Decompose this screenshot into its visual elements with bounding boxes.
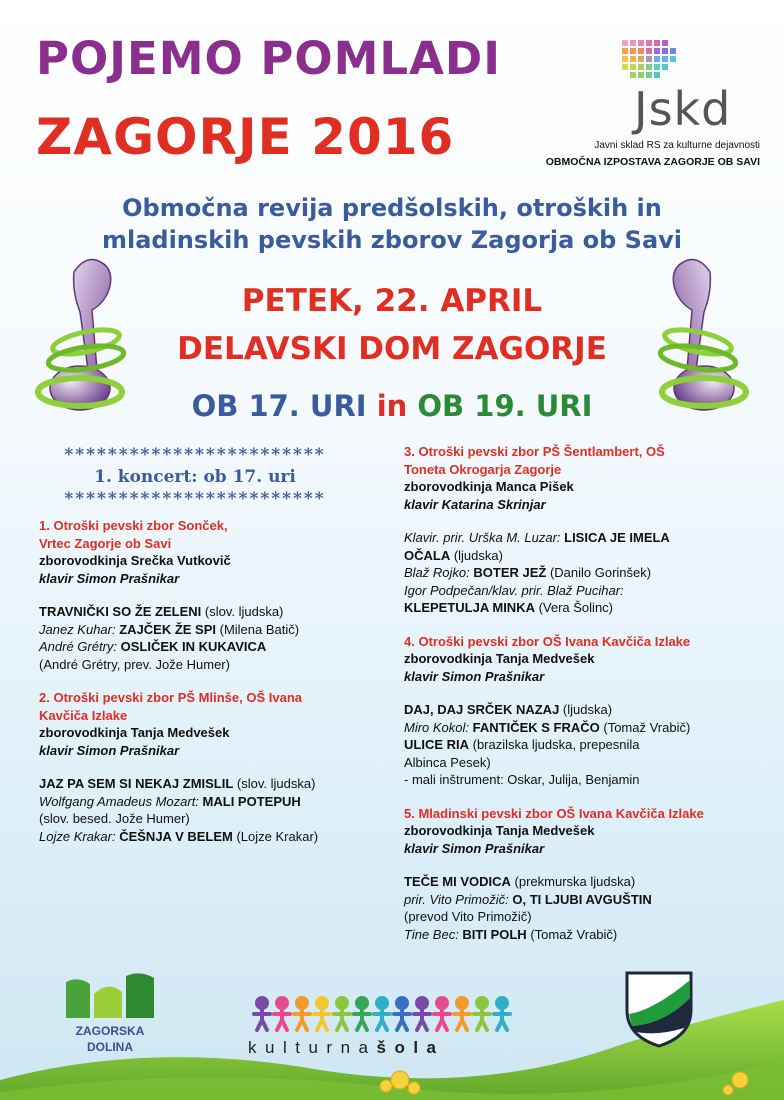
kulturna-sola-wordmark [248, 1038, 445, 1058]
program-song-line [404, 754, 749, 772]
program-song-line [404, 599, 749, 617]
composer-name: Klavir. prir. Urška M. Luzar: [404, 530, 565, 545]
time-join: in [376, 389, 408, 423]
choir-title: 1. Otroški pevski zbor Sonček, [39, 518, 228, 533]
song-title: TEČE MI VODICA [404, 874, 511, 889]
program-song-line [404, 582, 749, 600]
event-venue: DELAVSKI DOM ZAGORJE [177, 331, 607, 367]
song-title: FANTIČEK S FRAČO [472, 719, 600, 735]
song-note: (Vera Šolinc) [534, 600, 614, 615]
spacer [39, 673, 389, 689]
program-song-line [39, 775, 389, 793]
program-song-line [404, 771, 749, 789]
event-date: PETEK, 22. APRIL [241, 283, 543, 319]
song-note: (Tomaž Vrabič) [526, 926, 618, 942]
choir-conductor: zborovodkinja Tanja Medvešek [404, 823, 595, 838]
program-left-column [39, 517, 389, 845]
song-title: TRAVNIČKI SO ŽE ZELENI [39, 604, 202, 619]
song-note: (prevod Vito Primožič) [404, 909, 532, 924]
song-title: O, TI LJUBI AVGUŠTIN [512, 891, 652, 907]
program-song-line [404, 873, 749, 891]
choir-title: Toneta Okrogarja Zagorje [404, 461, 562, 477]
kultura-part-1: kulturna [248, 1038, 377, 1057]
choir-title: 4. Otroški pevski zbor OŠ Ivana Kavčiča Izlake [404, 633, 691, 649]
stars-top: ************************ [64, 445, 326, 465]
program-song-line [404, 564, 749, 582]
program-song-line [404, 736, 749, 754]
song-title: ULICE RIA [404, 737, 469, 752]
song-note: Albinca Pesek) [404, 754, 491, 770]
program-song-line [39, 810, 389, 828]
zagorska-dolina-logo [60, 972, 160, 1062]
composer-name: Janez Kuhar: [39, 621, 120, 637]
event-times [0, 389, 784, 423]
program-song-line [404, 891, 749, 909]
program-song-line [404, 547, 749, 565]
concert-label: 1. koncert: ob 17. uri [94, 467, 296, 487]
time-second: OB 19. URI [417, 389, 593, 423]
song-title: DAJ, DAJ SRČEK NAZAJ [404, 702, 560, 717]
choir-title: Vrtec Zagorje ob Savi [39, 535, 172, 551]
time-first: OB 17. URI [191, 389, 367, 423]
jskd-tagline: Javni sklad RS za kulturne dejavnosti [594, 140, 760, 151]
spacer [404, 617, 749, 633]
program-song-line [39, 828, 389, 846]
program-song-line [404, 719, 749, 737]
song-title: BOTER JEŽ [473, 565, 547, 580]
song-note: (Tomaž Vrabič) [599, 719, 691, 735]
spacer [39, 759, 389, 775]
program-song-line [404, 701, 749, 719]
choir-conductor: zborovodkinja Tanja Medvešek [39, 725, 230, 740]
spacer [404, 513, 749, 529]
song-note: (André Grétry, prev. Jože Humer) [39, 656, 230, 672]
song-note: (ljudska) [559, 702, 613, 717]
song-note: (brazilska ljudska, prepesnila [469, 737, 640, 752]
spacer [404, 685, 749, 701]
composer-name: Miro Kokol: [404, 719, 473, 735]
song-title: OČALA [404, 547, 451, 563]
song-title: BITI POLH [462, 926, 527, 942]
choir-title: 3. Otroški pevski zbor PŠ Šentlambert, OŠ [404, 444, 665, 459]
song-note: (slov. besed. Jože Humer) [39, 811, 190, 826]
zagorska-line-2: DOLINA [87, 1040, 133, 1054]
composer-name: prir. Vito Primožič: [404, 891, 513, 907]
spacer [404, 789, 749, 805]
municipality-coat-of-arms-icon [624, 970, 694, 1048]
song-note: (slov. ljudska) [201, 604, 284, 619]
song-title: ČEŠNJA V BELEM [119, 828, 233, 844]
choir-conductor: zborovodkinja Tanja Medvešek [404, 651, 595, 666]
choir-piano: klavir Simon Prašnikar [404, 840, 545, 856]
composer-name: Lojze Krakar: [39, 828, 120, 844]
choir-conductor: zborovodkinja Srečka Vutkovič [39, 553, 231, 568]
composer-name: Wolfgang Amadeus Mozart: [39, 793, 203, 809]
choir-title: 5. Mladinski pevski zbor OŠ Ivana Kavčiča Izlake [404, 805, 704, 821]
song-note: (Lojze Krakar) [232, 828, 319, 844]
choir-title: Kavčiča Izlake [39, 707, 128, 723]
choir-piano: klavir Simon Prašnikar [39, 570, 180, 586]
jskd-logo [545, 34, 760, 174]
song-note: (Milena Batič) [216, 621, 300, 637]
song-title: MALI POTEPUH [202, 793, 301, 809]
concert-header [30, 445, 360, 509]
jskd-wordmark: Jskd [634, 82, 732, 136]
program-song-line [39, 603, 389, 621]
title-line-2: ZAGORJE 2016 [36, 108, 455, 166]
composer-name: Igor Podpečan/klav. prir. Blaž Pucihar: [404, 582, 624, 598]
song-note: - mali inštrument: Oskar, Julija, Benjamin [404, 772, 640, 787]
subtitle-line-2: mladinskih pevskih zborov Zagorja ob Savi [101, 226, 683, 254]
choir-conductor: zborovodkinja Manca Pišek [404, 479, 574, 494]
choir-title: 2. Otroški pevski zbor PŠ Mlinše, OŠ Ivana [39, 690, 302, 705]
choir-piano: klavir Katarina Skrinjar [404, 496, 546, 512]
song-note: (prekmurska ljudska) [510, 874, 636, 889]
composer-name: Blaž Rojko: [404, 565, 474, 580]
program-right-column [404, 443, 749, 943]
song-title: JAZ PA SEM SI NEKAJ ZMISLIL [39, 776, 234, 791]
jskd-office: OBMOČNA IZPOSTAVA ZAGORJE OB SAVI [545, 156, 760, 168]
song-note: (Danilo Gorinšek) [546, 565, 652, 580]
song-title: ZAJČEK ŽE SPI [119, 621, 217, 637]
spacer [404, 857, 749, 873]
song-note: (ljudska) [450, 547, 503, 563]
program-song-line [39, 621, 389, 639]
subtitle-line-1: Območna revija predšolskih, otroških in [122, 194, 662, 222]
composer-name: Tine Bec: [404, 926, 463, 942]
title-line-1: POJEMO POMLADI [36, 32, 502, 85]
spacer [39, 587, 389, 603]
song-title: OSLIČEK IN KUKAVICA [120, 639, 267, 654]
song-title: KLEPETULJA MINKA [404, 600, 535, 615]
program-song-line [39, 656, 389, 674]
choir-piano: klavir Simon Prašnikar [404, 668, 545, 684]
song-title: LISICA JE IMELA [564, 530, 670, 545]
zagorska-dolina-icon [64, 972, 156, 1020]
composer-name: André Grétry: [39, 639, 121, 654]
program-song-line [404, 908, 749, 926]
children-chain-icon [252, 996, 522, 1032]
stars-bottom: ************************ [64, 489, 326, 509]
choir-piano: klavir Simon Prašnikar [39, 742, 180, 758]
zagorska-line-1: ZAGORSKA [75, 1024, 145, 1038]
song-note: (slov. ljudska) [233, 776, 316, 791]
program-song-line [404, 529, 749, 547]
subtitle [0, 192, 784, 256]
program-song-line [39, 793, 389, 811]
kultura-part-2: šola [376, 1038, 445, 1057]
program-song-line [39, 638, 389, 656]
